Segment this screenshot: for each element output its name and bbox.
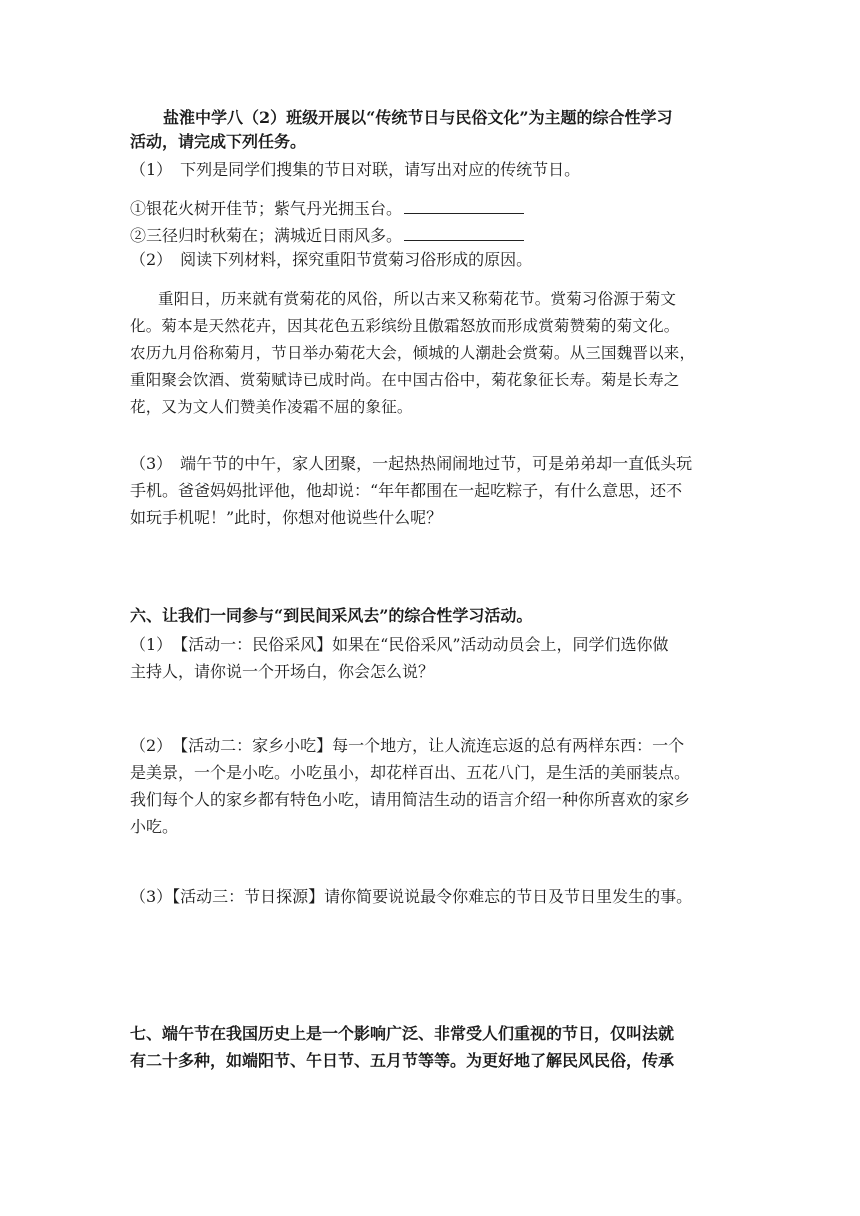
couplet-1 xyxy=(130,197,524,220)
section5-intro-line2: 活动，请完成下列任务。 xyxy=(130,132,307,151)
material-line-4: 重阳聚会饮酒、赏菊赋诗已成时尚。在中国古俗中，菊花象征长寿。菊是长寿之 xyxy=(130,371,680,389)
activity-2-line1: （2） 【活动二：家乡小吃】每一个地方，让人流连忘返的总有两样东西：一个 xyxy=(130,736,685,755)
material-line-1: 重阳日，历来就有赏菊花的风俗，所以古来又称菊花节。赏菊习俗源于菊文 xyxy=(158,290,677,308)
activity-2-line2: 是美景，一个是小吃。小吃虽小，却花样百出、五花八门，是生活的美丽装点。 xyxy=(130,763,691,782)
answer-blank-2[interactable] xyxy=(404,224,524,241)
question-3-line3: 如玩手机呢！”此时，你想对他说些什么呢？ xyxy=(130,508,443,527)
question-2: （2） 阅读下列材料，探究重阳节赏菊习俗形成的原因。 xyxy=(130,250,533,269)
couplet-2 xyxy=(130,224,524,247)
question-3-line2: 手机。爸爸妈妈批评他，他却说：“年年都围在一起吃粽子，有什么意思，还不 xyxy=(130,481,683,500)
activity-2-line3: 我们每个人的家乡都有特色小吃，请用简洁生动的语言介绍一种你所喜欢的家乡 xyxy=(130,790,691,809)
couplet-2-text: ②三径归时秋菊在；满城近日雨风多。 xyxy=(130,226,403,245)
section5-intro-line1: 盐淮中学八（2）班级开展以“传统节日与民俗文化”为主题的综合性学习 xyxy=(163,108,673,127)
material-line-5: 花，又为文人们赞美作凌霜不屈的象征。 xyxy=(130,398,413,416)
section7-line2: 有二十多种，如端阳节、午日节、五月节等等。为更好地了解民风民俗，传承 xyxy=(130,1051,675,1070)
activity-3: （3）【活动三：节日探源】请你简要说说最令你难忘的节日及节日里发生的事。 xyxy=(130,887,693,906)
section6-heading: 六、让我们一同参与“到民间采风去”的综合性学习活动。 xyxy=(130,606,533,625)
activity-2-line4: 小吃。 xyxy=(130,817,179,836)
couplet-1-text: ①银花火树开佳节；紫气丹光拥玉台。 xyxy=(130,199,403,218)
activity-1-line1: （1） 【活动一：民俗采风】如果在“民俗采风”活动动员会上，同学们选你做 xyxy=(130,635,669,654)
activity-1-line2: 主持人，请你说一个开场白，你会怎么说？ xyxy=(130,662,435,681)
question-3-line1: （3） 端午节的中午，家人团聚，一起热热闹闹地过节，可是弟弟却一直低头玩 xyxy=(130,454,693,473)
material-line-3: 农历九月俗称菊月，节日举办菊花大会，倾城的人潮赴会赏菊。从三国魏晋以来， xyxy=(130,344,696,362)
section7-line1: 七、端午节在我国历史上是一个影响广泛、非常受人们重视的节日，仅叫法就 xyxy=(130,1024,675,1043)
answer-blank-1[interactable] xyxy=(404,197,524,214)
question-1: （1） 下列是同学们搜集的节日对联，请写出对应的传统节日。 xyxy=(130,160,581,179)
material-line-2: 化。菊本是天然花卉，因其花色五彩缤纷且傲霜怒放而形成赏菊赞菊的菊文化。 xyxy=(130,317,680,335)
